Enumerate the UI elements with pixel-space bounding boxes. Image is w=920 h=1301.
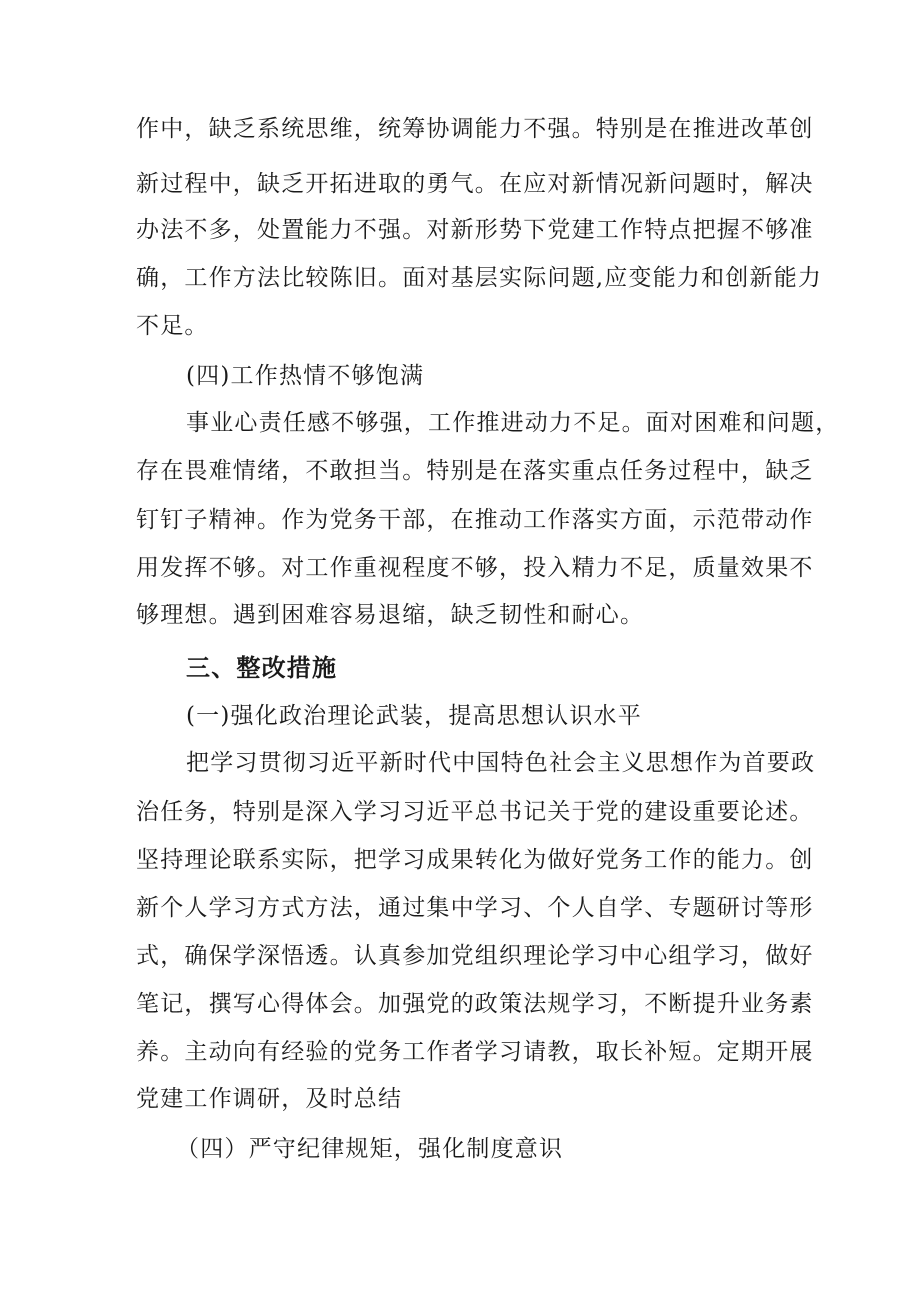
paragraph-line: 笔记，撰写心得体会。加强党的政策法规学习，不断提升业务素 [136,991,814,1017]
paragraph-line: 用发挥不够。对工作重视程度不够，投入精力不足，质量效果不 [136,555,814,581]
paragraph-line: 式，确保学深悟透。认真参加党组织理论学习中心组学习，做好 [136,943,814,969]
paragraph-line: 不足。 [136,313,209,339]
paragraph-line: 把学习贯彻习近平新时代中国特色社会主义思想作为首要政 [186,750,816,776]
paragraph-line: 新过程中，缺乏开拓进取的勇气。在应对新情况新问题时，解决 [136,171,814,197]
section-heading-rectification: 三、整改措施 [186,654,338,682]
paragraph-line: 钉钉子精神。作为党务干部，在推动工作落实方面，示范带动作 [136,507,814,533]
paragraph-line: 新个人学习方式方法，通过集中学习、个人自学、专题研讨等形 [136,895,814,921]
paragraph-line: 够理想。遇到困难容易退缩，缺乏韧性和耐心。 [136,602,645,628]
paragraph-line: 事业心责任感不够强，工作推进动力不足。面对困难和问题， [186,410,840,436]
paragraph-line: 坚持理论联系实际，把学习成果转化为做好党务工作的能力。创 [136,847,814,873]
paragraph-line: 治任务，特别是深入学习习近平总书记关于党的建设重要论述。 [136,799,814,825]
subheading-work-enthusiasm: (四)工作热情不够饱满 [186,363,425,389]
paragraph-line: 办法不多，处置能力不强。对新形势下党建工作特点把握不够准 [136,217,814,243]
paragraph-line: 党建工作调研，及时总结 [136,1086,403,1112]
subheading-discipline-rules: （四）严守纪律规矩，强化制度意识 [176,1136,564,1162]
paragraph-line: 养。主动向有经验的党务工作者学习请教，取长补短。定期开展 [136,1039,814,1065]
subheading-theory-arming: (一)强化政治理论武装，提高思想认识水平 [186,703,642,729]
paragraph-line: 作中，缺乏系统思维，统筹协调能力不强。特别是在推进改革创 [136,116,814,142]
paragraph-line: 确，工作方法比较陈旧。面对基层实际问题,应变能力和创新能力 [136,265,823,291]
paragraph-line: 存在畏难情绪，不敢担当。特别是在落实重点任务过程中，缺乏 [136,458,814,484]
